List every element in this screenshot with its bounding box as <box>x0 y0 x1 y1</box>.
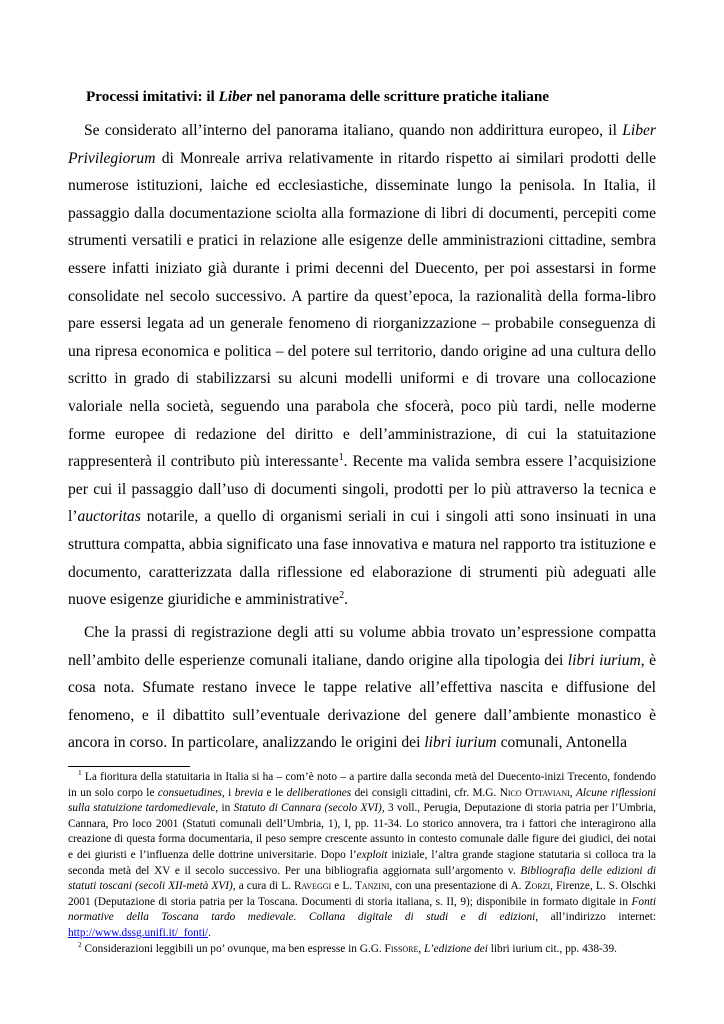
paragraph-1: Se considerato all’interno del panorama italiano, quando non addirittura europeo, il Liber Privilegiorum di Monreale arriva relativamente in ritardo rispetto ai similari prodotti delle numerose istituzioni, laiche ed ecclesiastiche, disseminate lungo la penisola. In Italia, il passaggio dalla documentazione sciolta alla formazione di libri di documenti, percepiti come strumenti versatili e pratici in relazione alle esigenze delle amministrazioni cittadine, sembra essere infatti iniziato già durante i primi decenni del Duecento, per poi assestarsi in forme consolidate nel secolo successivo. A partire da quest’epoca, la razionalità della forma-libro pare essersi legata ad un generale fenomeno di riorganizzazione – probabile conseguenza di una ripresa economica e politica – del potere sul territorio, dando origine ad una cultura dello scritto in grado di stabilizzarsi su alcuni modelli uniformi e di trovare una collocazione valoriale nella società, seguendo una parabola che sfocerà, poco più tardi, nelle moderne forme europee di redazione del diritto e dell’amministrazione, di cui la statuitazione rappresenterà il contributo più interessante$^1$. Recente ma valida sembra essere l’acquisizione per cui il passaggio dall’uso di documenti singoli, prodotti per lo più attraverso la tecnica e l’auctoritas notarile, a quello di organismi seriali in cui i singoli atti sono insinuati in una struttura compatta, abbia significato una fase innovativa e matura nel rapporto tra istituzione e documento, caratterizzata dalla riflessione ed elaborazione di strumenti più adeguati alle nuove esigenze giuridiche e amministrative$^2$. <box>68 122 656 609</box>
footnote-2: $^2$ Considerazioni leggibili un po’ ovunque, ma ben espresse in G.G. Fissore, L’edizione dei libri iurium cit., pp. 438-39. <box>78 939 617 955</box>
footnote-ref-2[interactable]: 2 <box>339 589 345 601</box>
heading-italic: Liber <box>218 88 253 105</box>
section-heading: Processi imitativi: il Liber nel panorama delle scritture pratiche italiane <box>86 88 550 105</box>
footnote-1: $^1$ La fioritura della statuitaria in Italia si ha – com’è noto – a partire dalla seconda metà del Duecento-inizi Trecento, fondendo in un solo corpo le consuetudines, i brevia e le deliberationes dei consigli cittadini, cfr. M.G. Nico Ottaviani, Alcune riflessioni sulla statuizione tardomedievale, in Statuto di Cannara (secolo XVI), 3 voll., Perugia, Deputazione di storia patria per l’Umbria, Cannara, Pro loco 2001 (Statuti comunali dell’Umbria, 1), I, pp. 11-34. Lo storico annovera, tra i fattori che interagirono alla creazione di questa forma documentaria, il peso sempre crescente assunto in contesto comunale dalle figure dei giudici, dei notai e dei giuristi e l’influenza delle dottrine universitarie. Dopo l’exploit iniziale, l’altra grande stagione statutaria si colloca tra la seconda metà del XV e il secolo successivo. Per una bibliografia aggiornata sull’argomento v. Bibliografia delle edizioni di statuti toscani (secoli XII-metà XVI), a cura di L. Raveggi e L. Tanzini, con una presentazione di A. Zorzi, Firenze, L. S. Olschki 2001 (Deputazione di storia patria per la Toscana. Documenti di storia italiana, s. II, 9); disponibile in formato digitale in Fonti normative della Toscana tardo medievale. Collana digitale di studi e di edizioni, all’indirizzo internet: http://www.dssg.unifi.it/_fonti/. <box>68 768 657 939</box>
footnote-separator <box>68 766 190 767</box>
footnotes <box>68 770 656 957</box>
footnote-ref-1[interactable]: 1 <box>338 451 344 463</box>
fonti-link[interactable]: http://www.dssg.unifi.it/_fonti/ <box>68 926 209 939</box>
paragraph-2: Che la prassi di registrazione degli atti su volume abbia trovato un’espressione compatta nell’ambito delle esperienze comunali italiane, dando origine alla tipologia dei libri iurium, è cosa nota. Sfumate restano invece le tappe relative all’effettiva nascita e diffusione del fenomeno, e il dibattito sull’eventuale derivazione del genere dall’ambiente monastico è ancora in corso. In particolare, analizzando le origini dei libri iurium comunali, Antonella <box>68 624 656 752</box>
